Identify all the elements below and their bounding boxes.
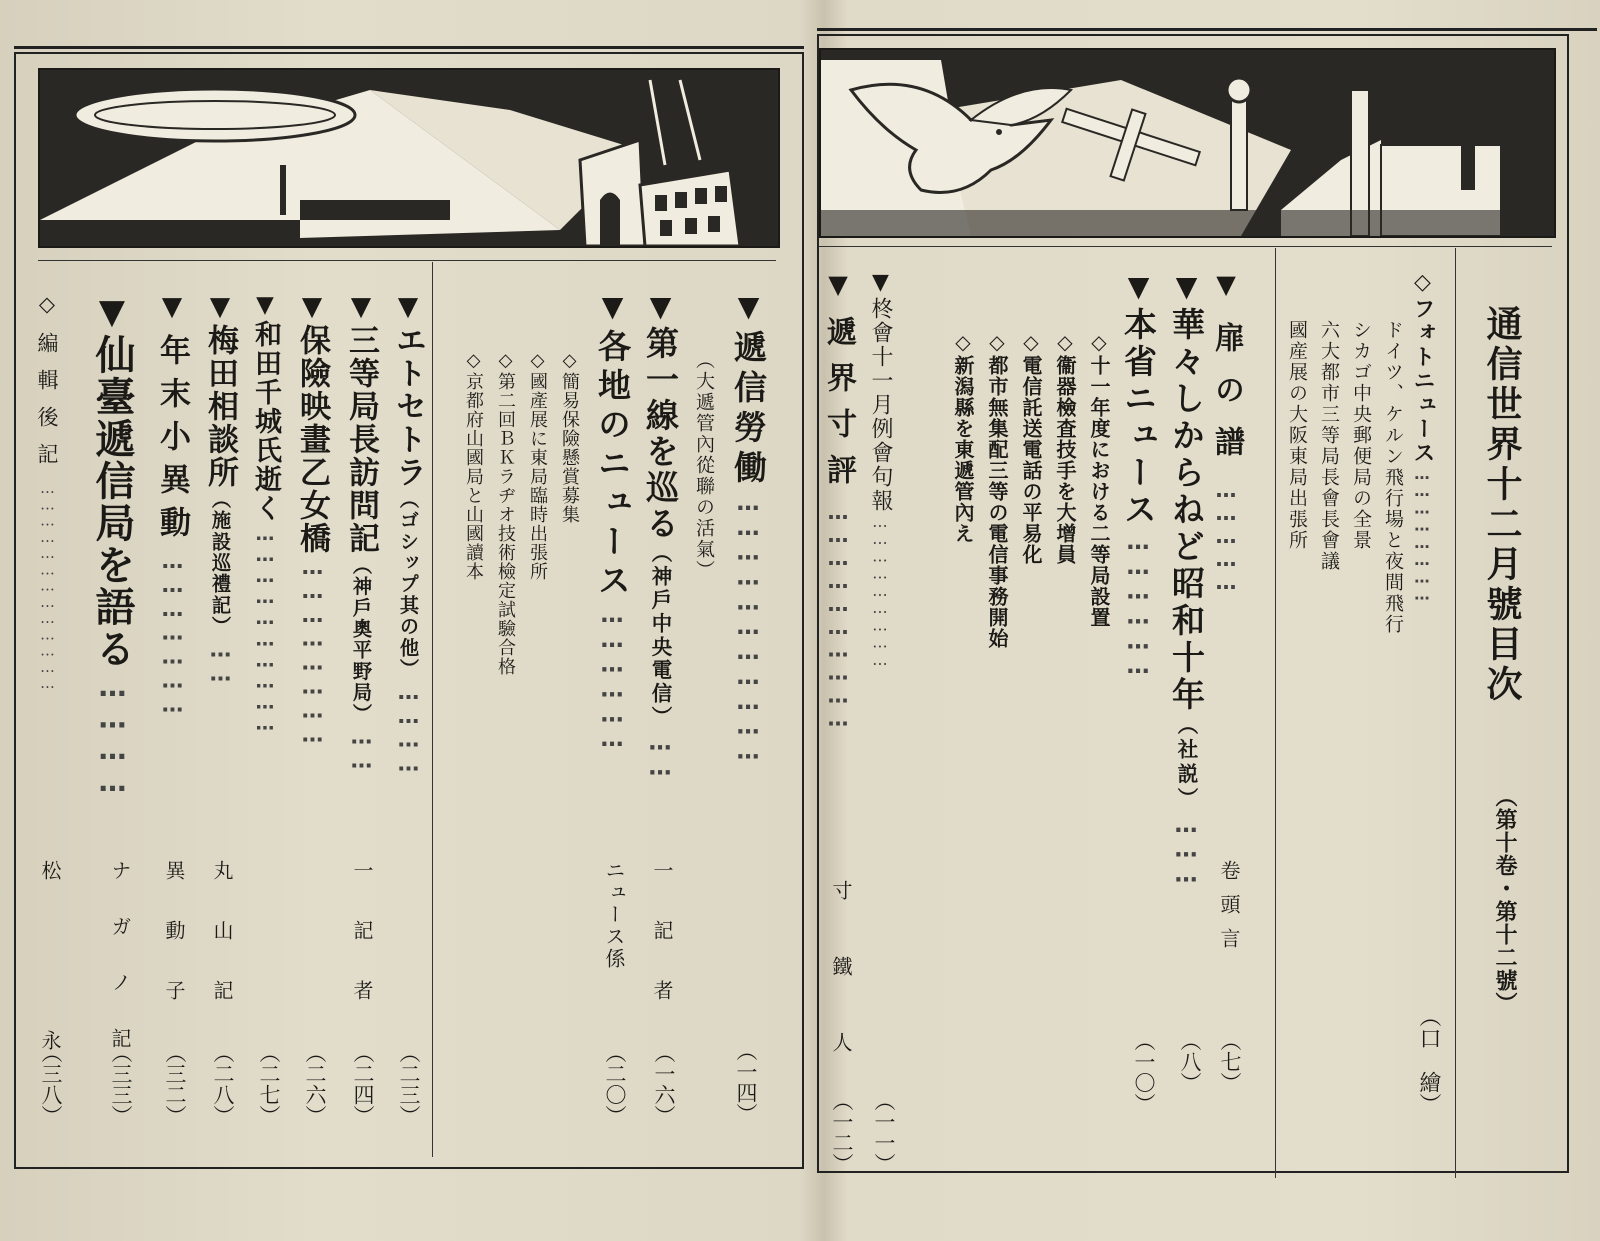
toc-entry-title[interactable]: ▼和田千城氏逝く………………………… xyxy=(250,292,281,734)
toc-entry-title[interactable]: ▼遞信勞働…………………………… xyxy=(729,290,768,764)
toc-entry-title[interactable]: ▼三等局長訪問記（神戶奧平野局）…… xyxy=(343,292,379,773)
news-item: ◇京都府山國局と山國讀本 xyxy=(463,350,484,581)
page-number: （一四） xyxy=(734,1040,758,1124)
ministry-news-item: ◇電信託送電話の平易化 xyxy=(1019,330,1043,565)
page-number: （二三） xyxy=(397,1042,421,1126)
page-number: （二四） xyxy=(351,1042,375,1126)
toc-entry-title[interactable]: ▼柊會十一月例會句報……………………… xyxy=(868,270,893,669)
news-item: ◇簡易保險懸賞募集 xyxy=(559,350,580,524)
page-title: 通信世界十二月號目次 xyxy=(1481,305,1522,705)
news-item: ◇第二回ＢＫラヂオ技術檢定試驗合格 xyxy=(495,350,516,676)
toc-entry-author: 松 永 xyxy=(38,860,62,1064)
left-column-divider xyxy=(432,262,433,1157)
toc-entry-title[interactable]: ▼扉の譜…………… xyxy=(1209,270,1244,593)
news-item: ◇國產展に東局臨時出張所 xyxy=(527,350,548,581)
photo-news-header[interactable]: ◇フォトニュース…………………… xyxy=(1410,270,1435,603)
ministry-news-item: ◇都市無集配三等の電信事務開始 xyxy=(985,330,1009,649)
page-number: （三三） xyxy=(109,1042,133,1126)
page-number: （三八） xyxy=(39,1042,63,1126)
toc-entry-title[interactable]: ▼エトセトラ（ゴシップ其の他）………… xyxy=(390,292,426,776)
toc-entry-title[interactable]: ▼第一線を巡る（神戶中央電信）…… xyxy=(641,290,680,780)
toc-entry-title[interactable]: ▼梅田相談所（施設巡禮記）…… xyxy=(202,292,238,686)
right-header-rule xyxy=(819,246,1552,247)
toc-entry-title[interactable]: ▼保險映畫乙女橋…………………… xyxy=(294,292,330,747)
left-header-rule xyxy=(38,260,776,261)
toc-entry-title[interactable]: ▼年末小異動………………… xyxy=(154,292,190,717)
page-number: （一二） xyxy=(830,1090,854,1174)
left-woodcut-illustration xyxy=(38,68,780,248)
toc-entry-author: ニュース係 xyxy=(602,860,626,970)
toc-entry-title[interactable]: ▼華々しからねど昭和十年（社説）……… xyxy=(1167,270,1206,887)
page-number: （一一） xyxy=(872,1090,896,1174)
toc-entry-title[interactable]: ▼各地のニュース……………… xyxy=(593,290,632,752)
toc-entry-title[interactable]: ◇編輯後記………………………………… xyxy=(35,292,59,692)
photo-item: 六大都市三等局長會長會議 xyxy=(1318,320,1340,572)
volume-number: （第十卷・第十二號） xyxy=(1492,785,1517,1015)
toc-entry-author: 一 記 者 xyxy=(650,860,674,1010)
page-number: （七） xyxy=(1218,1030,1242,1093)
toc-entry-title[interactable]: ▼仙臺遞信局を語る………… xyxy=(89,292,135,797)
toc-entry-author: 一 記 者 xyxy=(350,860,374,1010)
toc-entry-subtitle: （大遞管內從聯の活氣） xyxy=(693,350,715,581)
toc-entry-author: 丸 山 記 xyxy=(210,860,234,1010)
right-column-divider xyxy=(1275,248,1276,1178)
page-number: （二〇） xyxy=(603,1042,627,1126)
toc-entry-title[interactable]: ▼本省ニュース……………… xyxy=(1119,270,1158,679)
right-woodcut-illustration xyxy=(819,48,1556,238)
photo-item: ドイツ、ケルン飛行場と夜間飛行 xyxy=(1382,320,1404,635)
ministry-news-item: ◇新潟縣を東遞管內え xyxy=(951,330,975,544)
photo-item: 國産展の大阪東局出張所 xyxy=(1286,320,1308,551)
toc-entry-title[interactable]: ▼遞界寸評………………………… xyxy=(821,270,856,730)
page-number: （八） xyxy=(1178,1030,1202,1093)
page-number: （二八） xyxy=(211,1042,235,1126)
page-number: （三二） xyxy=(163,1042,187,1126)
toc-entry-author: ナ ガ ノ 記 xyxy=(108,860,132,1056)
ministry-news-item: ◇十一年度における二等局設置 xyxy=(1087,330,1111,628)
page-number: （一〇） xyxy=(1132,1030,1156,1114)
page-number: （二六） xyxy=(303,1042,327,1126)
ministry-news-item: ◇衞器檢査技手を大增員 xyxy=(1053,330,1077,565)
page-number: （口 繪） xyxy=(1416,1005,1441,1115)
top-rule xyxy=(14,46,804,49)
photo-item: シカゴ中央郵便局の全景 xyxy=(1350,320,1372,551)
title-column-divider xyxy=(1455,248,1456,1178)
page-number: （一六） xyxy=(652,1042,676,1126)
right-page xyxy=(815,0,1600,1241)
page-number: （二七） xyxy=(257,1042,281,1126)
top-rule xyxy=(817,28,1597,31)
toc-entry-author: 異 動 子 xyxy=(162,860,186,1010)
toc-entry-author: 卷頭言 xyxy=(1217,860,1241,962)
toc-entry-author: 寸 鐵 人 xyxy=(829,880,853,1070)
